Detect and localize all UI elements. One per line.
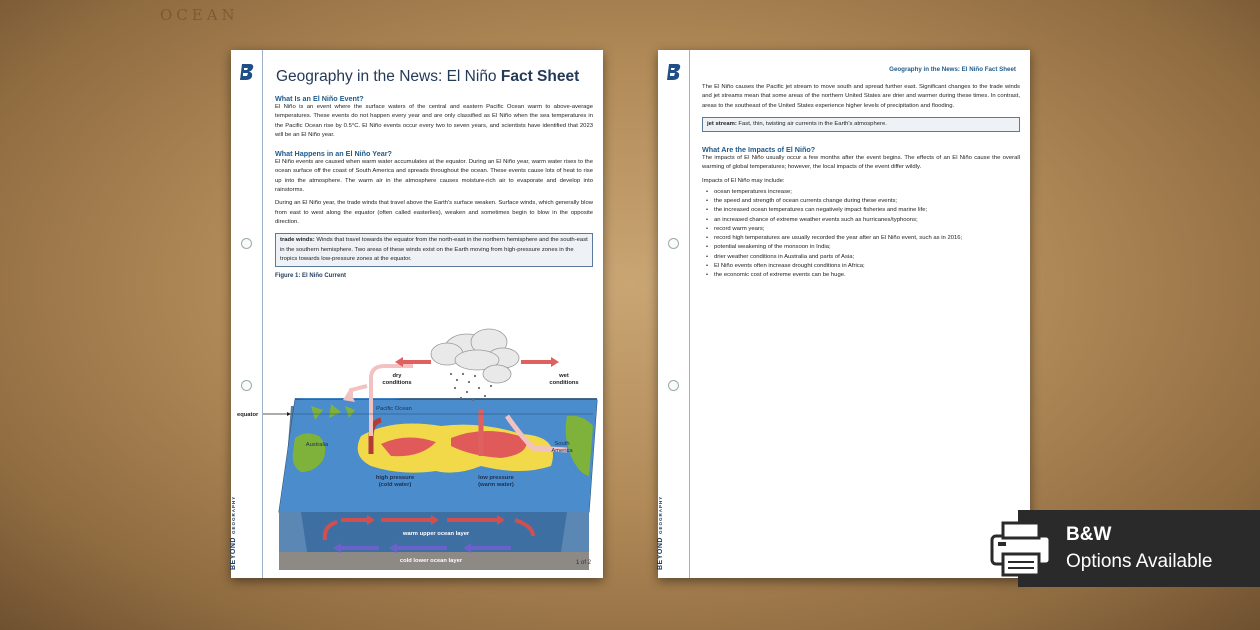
- definition-box: trade winds: Winds that travel towards the equator from the north-east in the northern hemisphere and the south-east in the southern hemisphere. Two areas of these winds exist on the Earth moving from high-pressure zones in the tropics towards low-pressure zones at the equator.: [275, 233, 593, 267]
- list-intro: Impacts of El Niño may include:: [702, 177, 785, 184]
- equator-label: equator: [237, 412, 259, 418]
- side-brand-label: BEYONDGEOGRAPHY: [657, 495, 664, 570]
- beyond-logo-icon: [666, 62, 682, 87]
- printer-icon: [986, 520, 1056, 578]
- dry-conditions-label: dry conditions: [382, 373, 412, 386]
- list-item: • potential weakening of the monsoon in India;: [702, 243, 1020, 252]
- background-map-label: OCEAN: [160, 6, 239, 24]
- australia-label: Australia: [305, 442, 329, 448]
- list-item: • drier weather conditions in Australia and parts of Asia;: [702, 253, 1020, 262]
- section-heading: What Happens in an El Niño Year?: [275, 149, 392, 159]
- section-text: During an El Niño year, the trade winds that travel above the Earth's surface weaken. Surface winds, which generally blow from east to west along the equator (often called easterlies), weaken and sometimes begin to blow in the opposite direction.: [275, 200, 593, 225]
- cold-layer-label: cold lower ocean layer: [399, 558, 463, 564]
- list-item: • the economic cost of extreme events can be huge.: [702, 271, 1020, 280]
- page-number: 1 of 2: [575, 560, 591, 566]
- section-heading: What Are the Impacts of El Niño?: [702, 145, 816, 155]
- list-item: • El Niño events often increase drought conditions in Africa;: [702, 262, 1020, 271]
- definition-box: jet stream: Fast, thin, twisting air currents in the Earth's atmosphere.: [702, 117, 1020, 132]
- punch-hole: [241, 238, 252, 249]
- list-item: • record warm years;: [702, 225, 1020, 234]
- warm-layer-label: warm upper ocean layer: [402, 531, 470, 537]
- page-header: Geography in the News: El Niño Fact Sheet: [889, 66, 1016, 73]
- bw-options-badge: [1018, 510, 1260, 587]
- beyond-logo-icon: [239, 62, 255, 87]
- side-brand-label: BEYONDGEOGRAPHY: [230, 495, 237, 570]
- badge-subtitle: Options Available: [1066, 551, 1213, 572]
- section-text: The impacts of El Niño usually occur a few months after the event begins. The effects of an El Niño cause the overall warming of global temperatures; however, the local impacts of the event differ wildly.: [702, 155, 1020, 171]
- section-text: El Niño events are caused when warm water accumulates at the equator. During an El Niño year, warm water rises to the ocean surface off the coast of South America and spreads throughout the ocean. These events cause lots of heat to rise up into the atmosphere. The warm air in the atmosphere causes moisture-rich air to evaporate and develop into rainstorms.: [275, 159, 593, 194]
- margin-rule: [689, 50, 690, 578]
- badge-title: B&W: [1066, 524, 1112, 545]
- punch-hole: [668, 238, 679, 249]
- punch-hole: [241, 380, 252, 391]
- list-item: • the increased ocean temperatures can negatively impact fisheries and marine life;: [702, 206, 1020, 215]
- margin-rule: [262, 50, 263, 578]
- section-heading: What Is an El Niño Event?: [275, 94, 364, 103]
- list-item: • an increased chance of extreme weather events such as hurricanes/typhoons;: [702, 216, 1020, 225]
- rain-cloud-icon: [431, 329, 519, 383]
- intro-text: The El Niño causes the Pacific jet stream to move south and spread further east. Significant changes to the trade winds and jet streams mean that some areas of the northern United States are drier and warmer during these times. In contrast, areas to the southeast of the United States experience higher levels of precipitation and flooding.: [702, 84, 1020, 109]
- low-pressure-label: low pressure (warm water): [478, 475, 514, 488]
- high-pressure-label: high pressure (cold water): [375, 475, 415, 488]
- pacific-ocean-label: Pacific Ocean: [376, 406, 412, 412]
- impacts-list: [702, 188, 1020, 280]
- page-title: Geography in the News: El Niño Fact Sheet: [276, 68, 580, 85]
- section-text: El Niño is an event where the surface waters of the central and eastern Pacific Ocean warm to above-average temperatures. These events do not happen every year and are only classified as El Niño when the sea temperatures in the Pacific Ocean rise by 0.5°C. El Niño events occur every two to seven years, and scientists have identified that 2023 will be an El Niño year.: [275, 104, 593, 138]
- figure-caption: Figure 1: El Niño Current: [275, 273, 347, 280]
- list-item: • record high temperatures are usually recorded the year after an El Niño event, such as in 2016;: [702, 234, 1020, 243]
- wet-conditions-label: wet conditions: [549, 373, 579, 386]
- list-item: • ocean temperatures increase;: [702, 188, 1020, 197]
- list-item: • the speed and strength of ocean currents change during these events;: [702, 197, 1020, 206]
- el-nino-diagram: [237, 326, 597, 574]
- south-america-label: South America: [551, 441, 573, 454]
- fact-sheet-page-2: [658, 50, 1030, 578]
- fact-sheet-page-1: [231, 50, 603, 578]
- punch-hole: [668, 380, 679, 391]
